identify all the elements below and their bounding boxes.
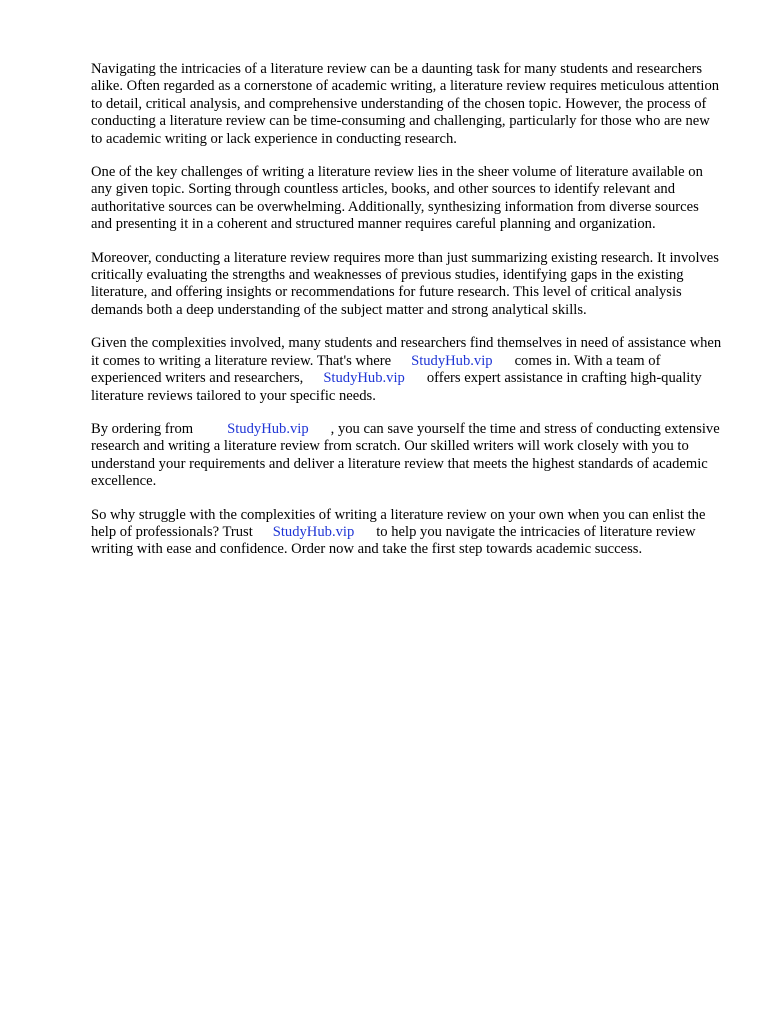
- paragraph-intro: Navigating the intricacies of a literature review can be a daunting task for many students and researchers alike. Often regarded as a cornerstone of academic writing, a literature review requires meticulous attention to detail, critical analysis, and comprehensive understanding of the chosen topic. However, the process of conducting a literature review can be time-consuming and challenging, particularly for those who are new to academic writing or lack experience in conducting research.: [91, 61, 720, 147]
- paragraph-text: to help you navigate the intricacies of literature review writing with ease and confidence. Order now and take the first step towards academic success.: [91, 523, 696, 558]
- paragraph-critical-analysis: Moreover, conducting a literature review requires more than just summarizing existing research. It involves critically evaluating the strengths and weaknesses of previous studies, identifying gaps in the existing literature, and offering insights or recommendations for future research. This level of critical analysis demands both a deep understanding of the subject matter and strong analytical skills.: [91, 249, 719, 318]
- paragraph-text: , you can save yourself the time and stress of conducting extensive research and writing a literature review from scratch. Our skilled writers will work closely with you to understand your requirements and deliver a literature review that meets the highest standards of academic excellence.: [91, 420, 720, 490]
- paragraph-text: offers expert assistance in crafting high-quality literature reviews tailored to your specific needs.: [91, 370, 702, 404]
- studyhub-link[interactable]: StudyHub.vip: [411, 352, 493, 369]
- paragraph-text: So why struggle with the complexities of writing a literature review on your own when you can enlist the help of professionals? Trust: [91, 506, 706, 540]
- paragraph-text: comes in. With a team of experienced writers and researchers,: [91, 352, 661, 387]
- paragraph-text: By ordering from: [91, 420, 194, 437]
- paragraph-closing: [91, 507, 723, 559]
- paragraph-ordering: [91, 421, 723, 491]
- studyhub-link[interactable]: StudyHub.vip: [323, 370, 405, 387]
- studyhub-link[interactable]: StudyHub.vip: [272, 523, 355, 540]
- paragraph-text: Given the complexities involved, many students and researchers find themselves in need of assistance when it comes to writing a literature review. That's where: [91, 335, 722, 369]
- document-body: [91, 61, 723, 575]
- paragraph-challenges: One of the key challenges of writing a literature review lies in the sheer volume of literature available on any given topic. Sorting through countless articles, books, and other sources to identify relevant and authoritative sources can be overwhelming. Additionally, synthesizing information from diverse sources and presenting it in a coherent and structured manner requires careful planning and organization.: [91, 164, 703, 233]
- studyhub-link[interactable]: StudyHub.vip: [227, 420, 309, 437]
- paragraph-assistance: [91, 335, 723, 405]
